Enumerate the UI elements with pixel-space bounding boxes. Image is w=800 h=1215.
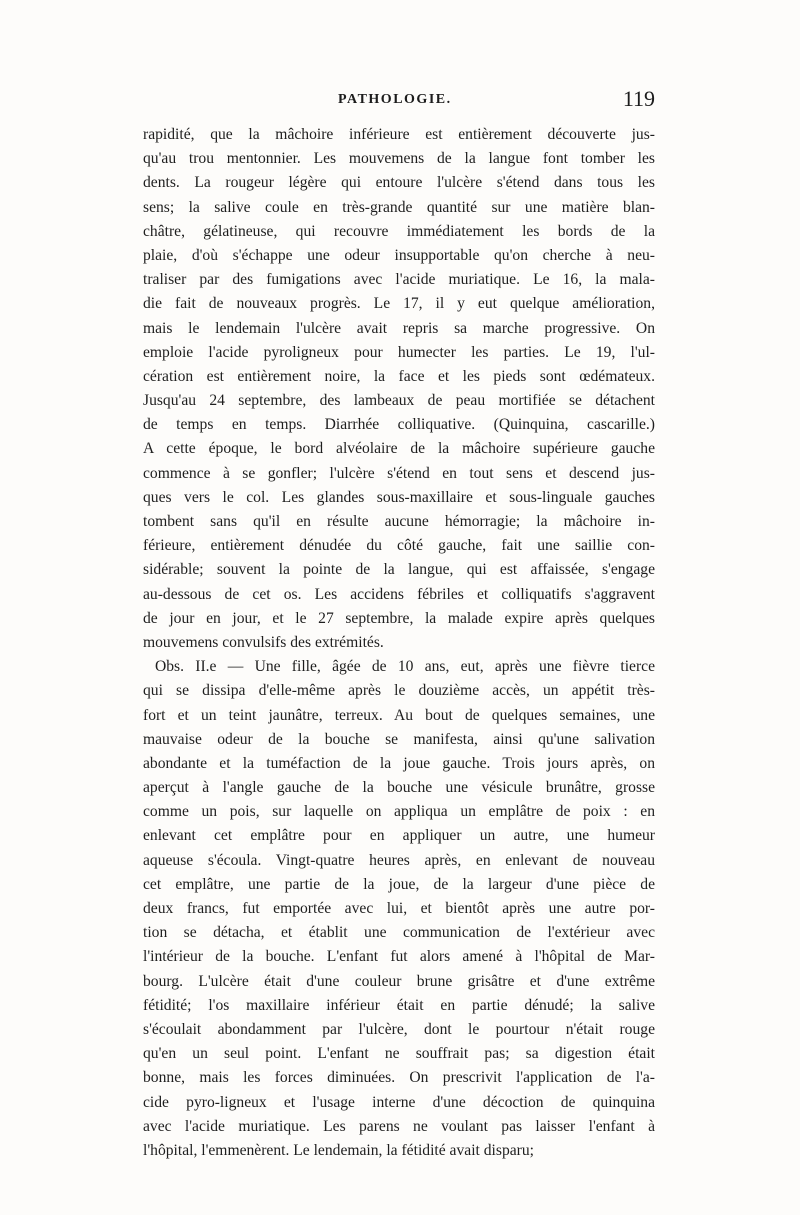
text-line: bonne, mais les forces diminuées. On prescrivit l'application de l'a- — [143, 1069, 655, 1087]
running-title: PATHOLOGIE. — [338, 92, 452, 107]
text-line: rapidité, que la mâchoire inférieure est entièrement découverte jus- — [143, 126, 655, 143]
text-line: au-dessous de cet os. Les accidens fébriles et colliquatifs s'aggravent — [143, 585, 655, 603]
text-line: sidérable; souvent la pointe de la langue, qui est affaissée, s'engage — [143, 561, 655, 579]
text-line: s'écoulait abondamment par l'ulcère, dont le pourtour n'était rouge — [143, 1020, 655, 1038]
text-line: tion se détacha, et établit une communication de l'extérieur avec — [143, 924, 655, 942]
text-line: châtre, gélatineuse, qui recouvre immédiatement les bords de la — [143, 222, 655, 240]
text-line: mouvemens convulsifs des extrémités. — [143, 633, 384, 651]
text-line: traliser par des fumigations avec l'acide muriatique. Le 16, la mala- — [143, 271, 655, 289]
text-line: qu'en un seul point. L'enfant ne souffrait pas; sa digestion était — [143, 1045, 655, 1063]
text-line: de temps en temps. Diarrhée colliquative. (Quinquina, cascarille.) — [143, 416, 655, 434]
text-line: Jusqu'au 24 septembre, des lambeaux de peau mortifiée se détachent — [143, 392, 655, 410]
text-line: commence à se gonfler; l'ulcère s'étend en tout sens et descend jus- — [143, 464, 655, 482]
body-text — [143, 123, 655, 1163]
text-line: ques vers le col. Les glandes sous-maxillaire et sous-linguale gauches — [143, 488, 655, 506]
text-line: enlevant cet emplâtre pour en appliquer un autre, une humeur — [143, 827, 655, 845]
text-line: fétidité; l'os maxillaire inférieur était en partie dénudé; la salive — [143, 996, 655, 1014]
text-line: l'hôpital, l'emmenèrent. Le lendemain, la fétidité avait disparu; — [143, 1141, 534, 1159]
text-line: qu'au trou mentonnier. Les mouvemens de la langue font tomber les — [143, 150, 655, 168]
text-line: A cette époque, le bord alvéolaire de la mâchoire supérieure gauche — [143, 440, 655, 458]
text-line: aperçut à l'angle gauche de la bouche une vésicule brunâtre, grosse — [143, 779, 655, 797]
text-line: cide pyro-ligneux et l'usage interne d'une décoction de quinquina — [143, 1093, 655, 1111]
text-line: bourg. L'ulcère était d'une couleur brune grisâtre et d'une extrême — [143, 972, 655, 990]
text-line: Obs. II.e — Une fille, âgée de 10 ans, eut, après une fièvre tierce — [155, 658, 655, 676]
text-line: de jour en jour, et le 27 septembre, la malade expire après quelques — [143, 609, 655, 627]
text-line: l'intérieur de la bouche. L'enfant fut alors amené à l'hôpital de Mar- — [143, 948, 655, 966]
text-line: aqueuse s'écoula. Vingt-quatre heures après, en enlevant de nouveau — [143, 851, 655, 869]
text-line: cet emplâtre, une partie de la joue, de la largeur d'une pièce de — [143, 875, 655, 893]
text-line: qui se dissipa d'elle-même après le douzième accès, un appétit très- — [143, 682, 655, 700]
text-line: mais le lendemain l'ulcère avait repris sa marche progressive. On — [143, 319, 655, 337]
text-line: avec l'acide muriatique. Les parens ne voulant pas laisser l'enfant à — [143, 1117, 655, 1135]
text-line: tombent sans qu'il en résulte aucune hémorragie; la mâchoire in- — [143, 513, 655, 530]
text-line: plaie, d'où s'échappe une odeur insupportable qu'on cherche à neu- — [143, 246, 655, 264]
text-line: deux francs, fut emportée avec lui, et bientôt après une autre por- — [143, 900, 655, 917]
text-line: emploie l'acide pyroligneux pour humecter les parties. Le 19, l'ul- — [143, 343, 655, 361]
text-line: comme un pois, sur laquelle on appliqua un emplâtre de poix : en — [143, 803, 655, 821]
text-line: férieure, entièrement dénudée du côté gauche, fait une saillie con- — [143, 537, 655, 555]
text-line: fort et un teint jaunâtre, terreux. Au bout de quelques semaines, une — [143, 706, 655, 724]
page-number: 119 — [622, 86, 655, 111]
text-line: abondante et la tuméfaction de la joue gauche. Trois jours après, on — [143, 754, 655, 772]
text-line: cération est entièrement noire, la face et les pieds sont œdémateux. — [143, 367, 655, 385]
text-line: die fait de nouveaux progrès. Le 17, il y eut quelque amélioration, — [143, 295, 655, 313]
page-header — [143, 86, 655, 122]
text-line: dents. La rougeur légère qui entoure l'ulcère s'étend dans tous les — [143, 174, 655, 192]
text-line: mauvaise odeur de la bouche se manifesta, ainsi qu'une salivation — [143, 730, 655, 748]
text-line: sens; la salive coule en très-grande quantité sur une matière blan- — [143, 198, 655, 216]
